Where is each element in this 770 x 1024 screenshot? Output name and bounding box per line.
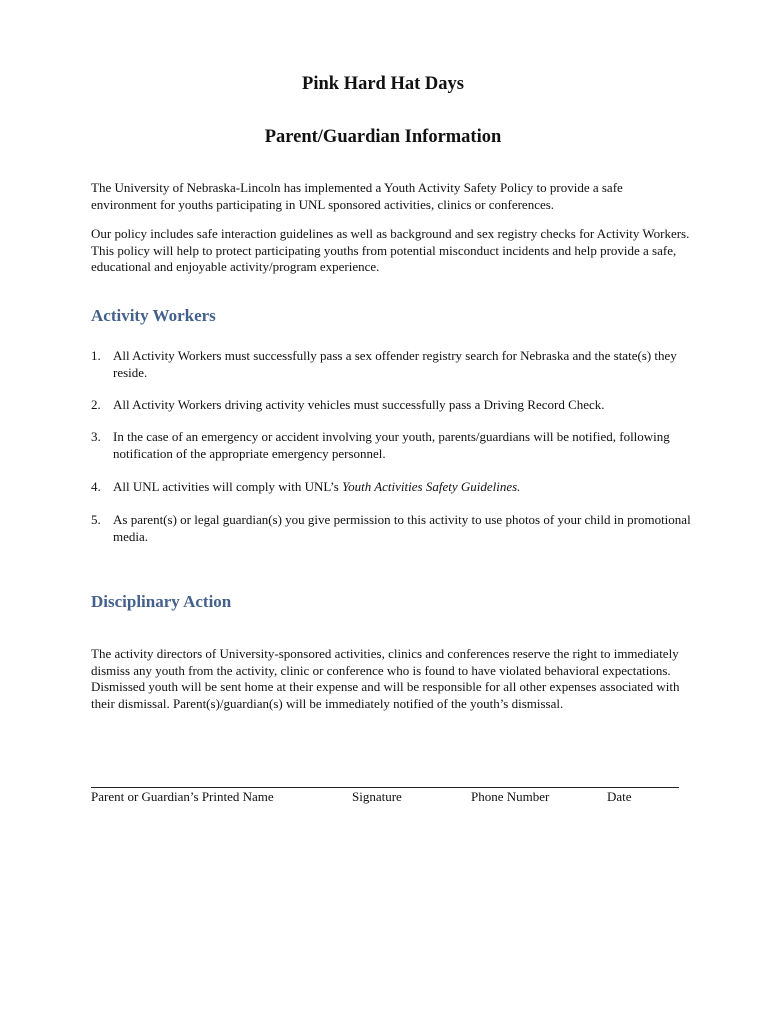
list-item [91,512,691,545]
signature-label: Signature [352,789,402,804]
list-item-number: 3. [91,429,101,444]
phone-number-label: Phone Number [471,789,550,804]
list-item [91,397,691,414]
activity-workers-heading: Activity Workers [91,306,216,325]
disciplinary-action-heading: Disciplinary Action [91,592,232,611]
guidelines-title: Youth Activities Safety Guidelines. [342,479,521,494]
date-label: Date [607,789,632,804]
list-item-number: 1. [91,348,101,363]
document-subtitle: Parent/Guardian Information [264,127,502,147]
signature-line [91,787,679,788]
intro-paragraph-2: Our policy includes safe interaction guidelines as well as background and sex registry checks for Activity Workers. This policy will help to protect participating youths from potential misconduct incidents and help provide a safe, educational and enjoyable activity/program experience. [91,226,690,274]
list-item [91,479,691,496]
list-item-text: All Activity Workers must successfully pass a sex offender registry search for Nebraska and the state(s) they reside. [113,348,677,380]
document-title: Pink Hard Hat Days [302,74,464,94]
list-item-text: In the case of an emergency or accident involving your youth, parents/guardians will be notified, following notification of the appropriate emergency personnel. [113,429,670,461]
list-item [91,429,691,462]
printed-name-label: Parent or Guardian’s Printed Name [91,789,274,804]
list-item-text-plain: All UNL activities will comply with UNL’s [113,479,343,494]
list-item-text [113,479,691,496]
list-item-text: As parent(s) or legal guardian(s) you give permission to this activity to use photos of your child in promotional media. [113,512,691,544]
list-item-text: All Activity Workers driving activity vehicles must successfully pass a Driving Record Check. [113,397,605,412]
list-item-number: 2. [91,397,101,412]
list-item-number: 5. [91,512,101,527]
intro-paragraph-1: The University of Nebraska-Lincoln has implemented a Youth Activity Safety Policy to provide a safe environment for youths participating in UNL sponsored activities, clinics or conferences. [91,180,623,212]
list-item [91,348,691,381]
disciplinary-paragraph: The activity directors of University-sponsored activities, clinics and conferences reserve the right to immediately dismiss any youth from the activity, clinic or conference who is found to have violated behavioral expectations. Dismissed youth will be sent home at their expense and will be responsible for all other expenses associated with their dismissal. Parent(s)/guardian(s) will be immediately notified of the youth’s dismissal. [91,646,680,711]
list-item-number: 4. [91,479,101,494]
